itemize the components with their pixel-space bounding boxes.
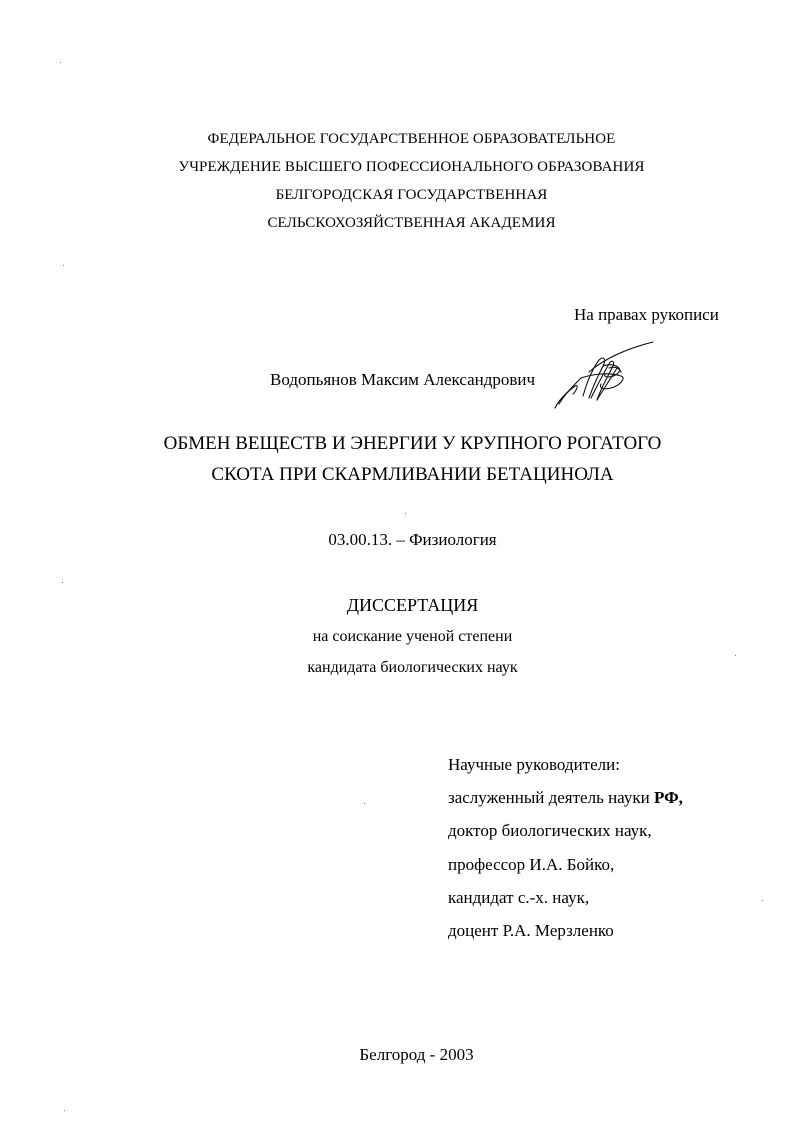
degree-line-1: на соискание ученой степени [312,628,513,645]
dissertation-heading: ДИССЕРТАЦИЯ [346,595,479,615]
scan-speck [60,62,61,63]
scan-speck [735,655,736,656]
advisor-line-1-text: заслуженный деятель науки [448,788,654,808]
signature-icon [553,338,663,410]
institution-line-2: УЧРЕЖДЕНИЕ ВЫСШЕГО ПОФЕССИОНАЛЬНОГО ОБРАЗОВАНИЯ [178,159,645,175]
scan-speck [364,803,365,804]
advisor-line-5: доцент Р.А. Мерзленко [448,920,614,940]
scan-speck [405,513,406,514]
specialty-code: 03.00.13. – Физиология [328,530,497,549]
scientific-advisors [448,755,683,954]
advisor-line-4: кандидат с.-х. наук, [448,887,590,907]
advisor-line-2: доктор биологических наук, [448,821,652,841]
scan-speck [62,582,63,583]
place-year: Белгород - 2003 [359,1045,474,1064]
manuscript-note: На правах рукописи [574,305,719,324]
degree-line-2: кандидата биологических наук [307,659,518,676]
scan-speck [64,1110,65,1111]
advisors-heading: Научные руководители: [448,755,620,774]
advisor-line-3: профессор И.А. Бойко, [448,854,615,874]
author-name: Водопьянов Максим Александрович [270,370,536,389]
institution-line-1: ФЕДЕРАЛЬНОЕ ГОСУДАРСТВЕННОЕ ОБРАЗОВАТЕЛЬНОЕ [207,131,616,147]
institution-line-3: БЕЛГОРОДСКАЯ ГОСУДАРСТВЕННАЯ [275,187,548,203]
thesis-title-line-2: СКОТА ПРИ СКАРМЛИВАНИИ БЕТАЦИНОЛА [211,464,614,485]
scan-speck [63,265,64,266]
advisor-line-1 [448,788,683,821]
institution-line-4: СЕЛЬСКОХОЗЯЙСТВЕННАЯ АКАДЕМИЯ [267,215,556,231]
scan-speck [762,900,763,901]
thesis-title-line-1: ОБМЕН ВЕЩЕСТВ И ЭНЕРГИИ У КРУПНОГО РОГАТОГО [163,433,662,454]
advisor-line-1-bold: РФ, [653,788,683,808]
